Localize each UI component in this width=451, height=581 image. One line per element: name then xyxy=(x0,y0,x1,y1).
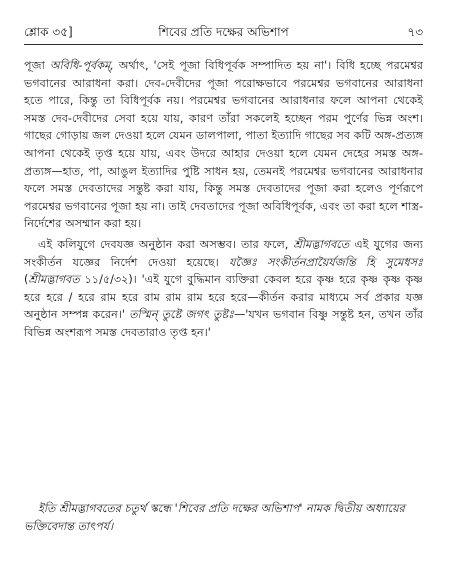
text-run: এই কলিযুগে দেবযজ্ঞ অনুষ্ঠান করা অসম্ভব। তার ফলে, xyxy=(38,237,294,251)
text-run: ( xyxy=(24,273,29,287)
purport-paragraph-2 xyxy=(24,236,423,342)
scripture-citation: শ্রীমদ্ভাগবত xyxy=(28,273,80,287)
text-run: —'যখন ভগবান বিষ্ণু সন্তুষ্ট হন, তখন তাঁর বিভিন্ন অংশরূপ সমস্ত দেবতারাও তৃপ্ত হন।' xyxy=(24,308,423,339)
scripture-name: শ্রীমদ্ভাগবতে xyxy=(293,237,350,251)
purport-paragraph-1 xyxy=(24,57,423,233)
sanskrit-term: অবিধি-পূর্বকম্‌, xyxy=(49,59,114,72)
running-header xyxy=(24,22,423,45)
sanskrit-quote: যজ্ঞৈঃ সংকীর্তনপ্রায়ৈর্যজন্তি হি সুমেধসঃ xyxy=(229,255,423,269)
chapter-colophon: ইতি শ্রীমদ্ভাগবতের চতুর্থ স্কন্ধে 'শিবের প্রতি দক্ষের অভিশাপ' নামক দ্বিতীয় অধ্যায়ের ভক্তিবেদান্ত তাৎপর্য। xyxy=(24,502,405,533)
chapter-title: শিবের প্রতি দক্ষের অভিশাপ xyxy=(158,25,289,39)
purport-text xyxy=(24,57,423,342)
text-run: এই যুগের জন্য সংকীর্তন যজ্ঞের নির্দেশ দেওয়া হয়েছে। xyxy=(24,237,423,269)
sanskrit-quote: তস্মিন্‌ তুষ্টে জগৎ তুষ্টঃ xyxy=(129,308,235,322)
text-run: পূজা xyxy=(24,59,50,72)
page-number: ৭৩ xyxy=(407,25,423,39)
text-run: ১১/৫/৩২)। 'এই যুগে বুদ্ধিমান ব্যক্তিরা কেবল হরে কৃষ্ণ হরে কৃষ্ণ কৃষ্ণ কৃষ্ণ হরে হরে / হরে রাম হরে রাম রাম রাম হরে হরে—কীর্তন করার মাধ্যমে সর্ব প্রকার যজ্ঞ অনুষ্ঠান সম্পন্ন করেন।' xyxy=(24,273,423,322)
verse-reference: শ্লোক ৩৫] xyxy=(24,25,73,39)
text-run: অর্থাৎ, 'সেই পূজা বিধিপূর্বক সম্পাদিত হয় না'। বিধি হচ্ছে পরমেশ্বর ভগবানের আরাধনা করা। দেব-দেবীদের পূজা পরোক্ষভাবে পরমেশ্বর ভগবানের আরাধনা হতে পারে, কিন্তু তা বিধিপূর্বক নয়। পরমেশ্বর ভগবানের আরাধনার ফলে আপনা থেকেই সমস্ত দেব-দেবীদের সেবা হয়ে যায়, কারণ তাঁরা সকলেই হচ্ছেন পরম পুর্ণের ভিন্ন অংশ। গাছের গোড়ায় জল দেওয়া হলে যেমন ডালপালা, পাতা ইত্যাদি গাছের সব কটি অঙ্গ-প্রত্যঙ্গ আপনা থেকেই তৃপ্ত হয়ে যায়, এবং উদরে আহার দেওয়া হলে যেমন দেহের সমস্ত অঙ্গ-প্রত্যঙ্গ—হাত, পা, আঙুল ইত্যাদির পুষ্টি সাধন হয়, তেমনই পরমেশ্বর ভগবানের আরাধনার ফলে সমস্ত দেবতাদের সন্তুষ্ট করা যায়, কিন্তু সমস্ত দেবতাদের পূজা করা হলেও পূর্ণরূপে পরমেশ্বর ভগবানের পূজা হয় না। তাই দেবতাদের পূজা অবিধিপূর্বক, এবং তা করা হলে শাস্ত্র-নির্দেশের অসম্মান করা হয়। xyxy=(24,59,423,231)
